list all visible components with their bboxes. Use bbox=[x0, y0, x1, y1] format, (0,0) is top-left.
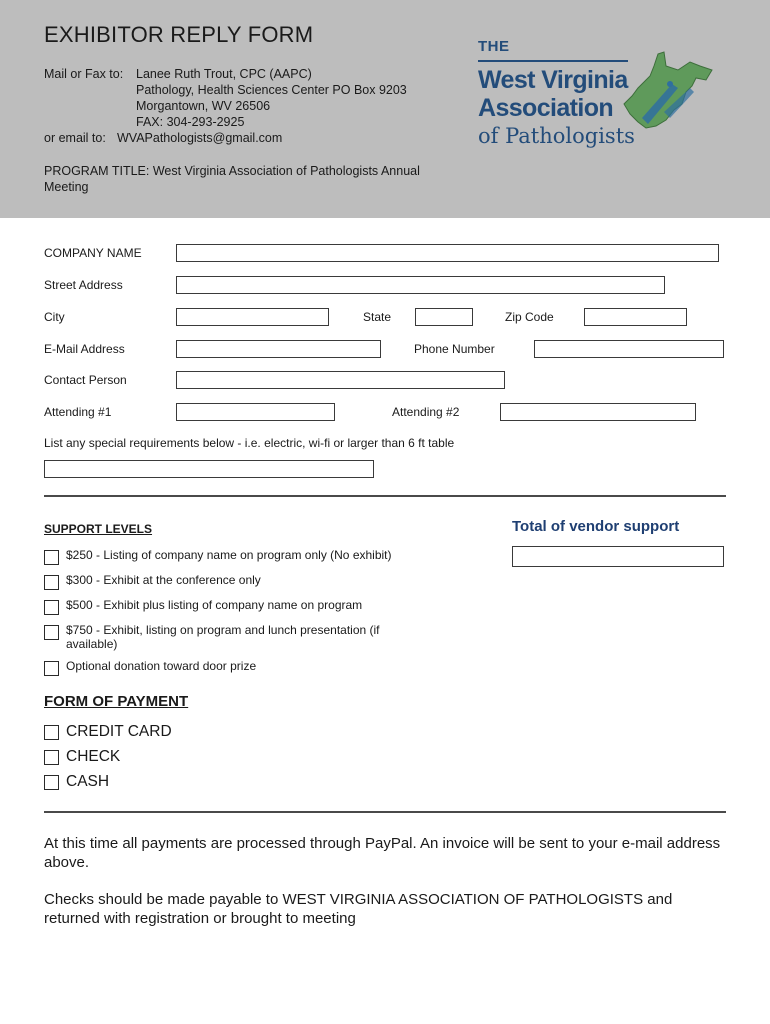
support-750-checkbox[interactable] bbox=[44, 625, 59, 640]
contact-person-label: Contact Person bbox=[44, 373, 127, 387]
attending-1-field[interactable] bbox=[176, 403, 335, 421]
total-vendor-support-field[interactable] bbox=[512, 546, 724, 567]
email-label: or email to: bbox=[44, 131, 106, 145]
zip-code-field[interactable] bbox=[584, 308, 687, 326]
address-line: FAX: 304-293-2925 bbox=[136, 115, 245, 129]
phone-number-field[interactable] bbox=[534, 340, 724, 358]
contact-email: WVAPathologists@gmail.com bbox=[117, 131, 283, 145]
email-address-field[interactable] bbox=[176, 340, 381, 358]
address-line: Pathology, Health Sciences Center PO Box 9203 bbox=[136, 83, 407, 97]
logo-of-pathologists: of Pathologists bbox=[478, 124, 635, 148]
company-name-field[interactable] bbox=[176, 244, 719, 262]
support-250-checkbox[interactable] bbox=[44, 550, 59, 565]
west-virginia-map-icon bbox=[620, 48, 714, 134]
support-levels-heading: SUPPORT LEVELS bbox=[44, 522, 153, 536]
company-name-label: COMPANY NAME bbox=[44, 246, 142, 260]
payment-option-label: CASH bbox=[66, 773, 110, 790]
street-address-label: Street Address bbox=[44, 278, 123, 292]
support-500-checkbox[interactable] bbox=[44, 600, 59, 615]
phone-number-label: Phone Number bbox=[414, 342, 495, 356]
support-option-label: $300 - Exhibit at the conference only bbox=[66, 573, 261, 587]
logo-the: THE bbox=[478, 38, 510, 55]
support-300-checkbox[interactable] bbox=[44, 575, 59, 590]
attending-2-field[interactable] bbox=[500, 403, 696, 421]
check-checkbox[interactable] bbox=[44, 750, 59, 765]
city-field[interactable] bbox=[176, 308, 329, 326]
paypal-note: At this time all payments are processed through PayPal. An invoice will be sent to your e-mail address above. bbox=[44, 835, 721, 871]
special-requirements-label: List any special requirements below - i.e. electric, wi-fi or larger than 6 ft table bbox=[44, 436, 455, 450]
logo-association: Association bbox=[478, 94, 614, 122]
state-field[interactable] bbox=[415, 308, 473, 326]
attending-1-label: Attending #1 bbox=[44, 405, 112, 419]
association-logo bbox=[474, 36, 714, 156]
door-prize-donation-checkbox[interactable] bbox=[44, 661, 59, 676]
payment-option-label: CREDIT CARD bbox=[66, 723, 172, 740]
total-vendor-support-label: Total of vendor support bbox=[512, 518, 680, 535]
city-label: City bbox=[44, 310, 65, 324]
mail-label: Mail or Fax to: bbox=[44, 67, 124, 81]
logo-west-virginia: West Virginia bbox=[478, 66, 628, 94]
support-option-label: $500 - Exhibit plus listing of company name on program bbox=[66, 598, 363, 612]
program-title: PROGRAM TITLE: West Virginia Association of Pathologists Annual Meeting bbox=[44, 164, 420, 194]
contact-person-field[interactable] bbox=[176, 371, 505, 389]
logo-divider bbox=[478, 60, 628, 62]
zip-code-label: Zip Code bbox=[505, 310, 554, 324]
support-option-label: $750 - Exhibit, listing on program and lunch presentation (if available) bbox=[66, 623, 380, 651]
support-option-label: $250 - Listing of company name on program only (No exhibit) bbox=[66, 548, 392, 562]
section-divider bbox=[44, 811, 726, 813]
state-label: State bbox=[363, 310, 392, 324]
address-line: Lanee Ruth Trout, CPC (AAPC) bbox=[136, 67, 312, 81]
section-divider bbox=[44, 495, 726, 497]
payment-option-label: CHECK bbox=[66, 748, 121, 765]
header-band bbox=[0, 0, 770, 218]
street-address-field[interactable] bbox=[176, 276, 665, 294]
form-title: EXHIBITOR REPLY FORM bbox=[44, 22, 314, 47]
credit-card-checkbox[interactable] bbox=[44, 725, 59, 740]
special-requirements-field[interactable] bbox=[44, 460, 374, 478]
check-payable-note: Checks should be made payable to WEST VIRGINIA ASSOCIATION OF PATHOLOGISTS and returned with registration or brought to meeting bbox=[44, 891, 673, 927]
email-address-label: E-Mail Address bbox=[44, 342, 125, 356]
support-option-label: Optional donation toward door prize bbox=[66, 659, 257, 673]
attending-2-label: Attending #2 bbox=[392, 405, 460, 419]
cash-checkbox[interactable] bbox=[44, 775, 59, 790]
address-line: Morgantown, WV 26506 bbox=[136, 99, 271, 113]
form-of-payment-heading: FORM OF PAYMENT bbox=[44, 693, 189, 710]
